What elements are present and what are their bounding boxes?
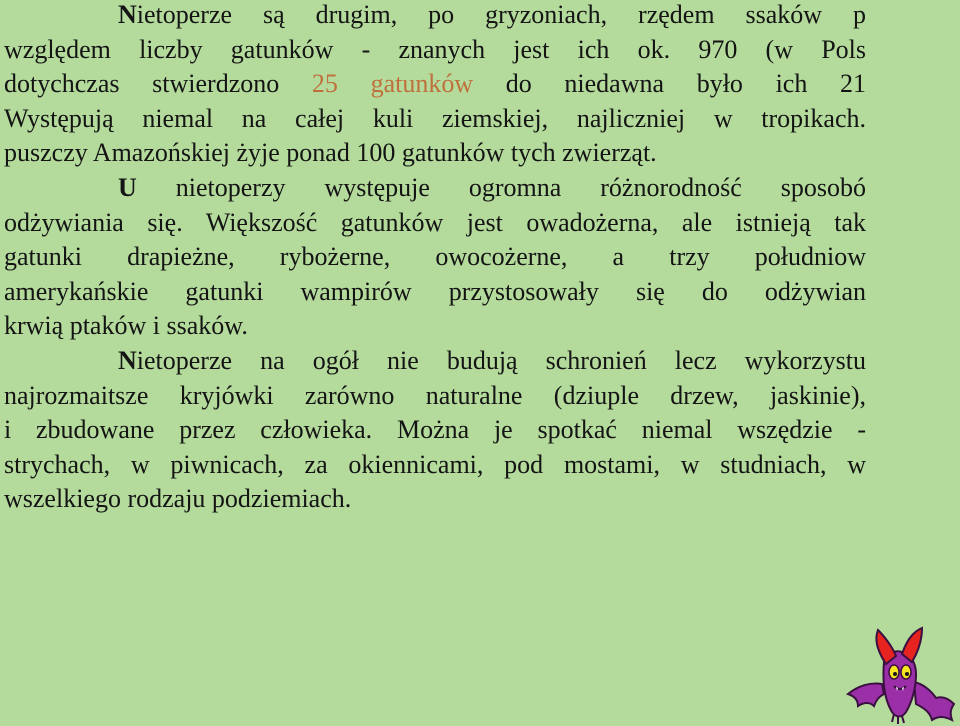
paragraph-line: krwią ptaków i ssaków. [4,311,248,341]
bat-right-wing [914,682,954,720]
line-text: ietoperze są drugim, po gryzoniach, rzędem ssaków p [136,0,866,29]
text-body [4,0,866,517]
bat-icon [840,622,960,726]
paragraph-line [4,67,866,102]
paragraph-line: gatunki drapieżne, rybożerne, owocożerne, a trzy południow [4,242,866,272]
species-link[interactable]: 25 gatunków [311,69,474,99]
bat-right-ear [902,628,922,662]
paragraph-line: strychach, w piwnicach, za okiennicami, pod mostami, w studniach, w [4,449,866,479]
paragraph-line: i zbudowane przez człowieka. Można je spotkać niemal wszędzie - [4,415,866,445]
bat-left-wing [848,683,884,706]
paragraph-line [4,344,866,379]
paragraph-line: wszelkiego rodzaju podziemiach. [4,484,352,514]
paragraph-lead-letter: N [118,345,137,375]
bat-left-eye [889,665,899,679]
paragraph-lead-letter: N [118,0,137,29]
paragraph-line: puszczy Amazońskiej żyje ponad 100 gatunków tych zwierząt. [4,138,657,168]
bat-right-eye [901,665,911,679]
paragraph-line: najrozmaitsze kryjówki zarówno naturalne (dziuple drzew, jaskinie), [4,380,866,410]
paragraph-line: Występują niemal na całej kuli ziemskiej, najliczniej w tropikach. [4,103,866,133]
paragraph-line: odżywiania się. Większość gatunków jest owadożerna, ale istnieją tak [4,207,866,237]
line-text: do niedawna było ich 21 [473,69,866,99]
paragraph-1 [4,0,866,171]
paragraph-2 [4,171,866,344]
line-text: nietoperzy występuje ogromna różnorodność sposobó [136,172,866,202]
line-text: ietoperze na ogół nie budują schronień lecz wykorzystu [136,345,866,375]
paragraph-line: amerykańskie gatunki wampirów przystosowały się do odżywian [4,276,866,306]
bat-left-ear [876,630,896,664]
paragraph-line: względem liczby gatunków - znanych jest ich ok. 970 (w Pols [4,34,866,64]
paragraph-lead-letter: U [118,172,137,202]
paragraph-line [4,0,866,33]
paragraph-3 [4,344,866,517]
paragraph-line [4,171,866,206]
line-text: dotychczas stwierdzono [4,69,312,99]
